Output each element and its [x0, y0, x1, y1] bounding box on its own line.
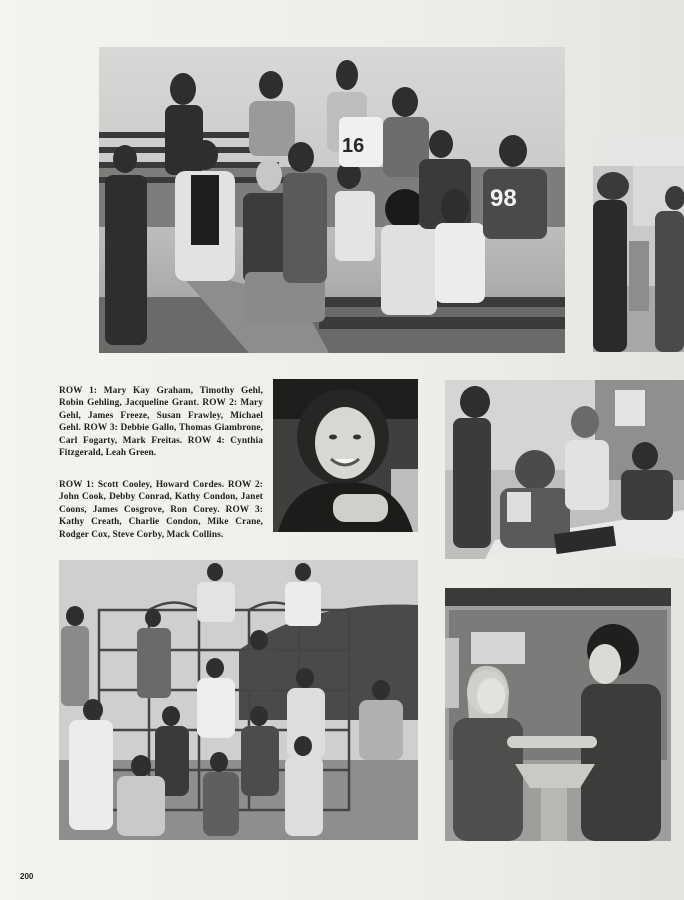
portrait-photo-girl — [273, 379, 418, 532]
jersey-number-left: 16 — [342, 135, 365, 157]
caption-group-two: ROW 1: Scott Cooley, Howard Cordes. ROW 2: John Cook, Debby Conrad, Kathy Condon, Janet Coons, James Cosgrove, Ron Corey. ROW 3: Kathy Creath, Charlie Condon, Mike Crane, Rodger Cox, Steve Corby, Mack Collins. — [59, 480, 263, 540]
jersey-number-right: 98 — [490, 185, 517, 212]
lectern-photo — [445, 588, 671, 841]
page-number: 200 — [20, 872, 34, 881]
classroom-photo — [445, 380, 684, 559]
hallway-photo — [593, 136, 684, 352]
group-photo-bleachers — [99, 47, 565, 353]
caption-group-one: ROW 1: Mary Kay Graham, Timothy Gehl, Robin Gehling, Jacqueline Grant. ROW 2: Mary Gehl, James Freeze, Susan Frawley, Michael Gehl. ROW 3: Debbie Gallo, Thomas Giambrone, Carl Fogarty, Mark Freitas. ROW 4: Cynthia Fitzgerald, Leah Green. — [59, 386, 263, 459]
group-photo-jungle-gym — [59, 560, 418, 840]
